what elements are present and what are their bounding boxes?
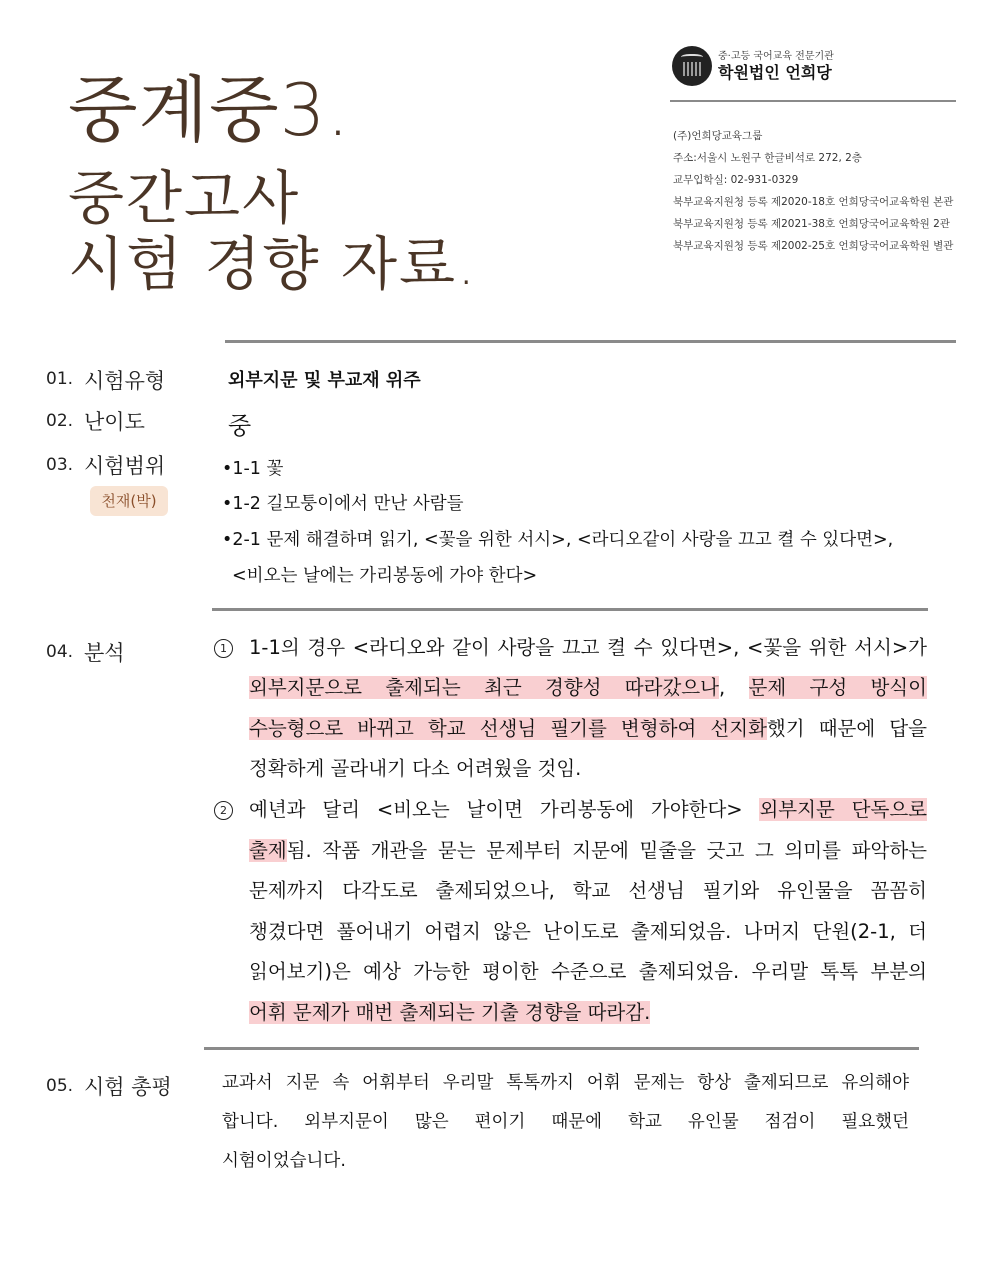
page-subtitle bbox=[68, 165, 477, 297]
academy-seal-icon bbox=[672, 46, 712, 86]
exam-type-value: 외부지문 및 부교재 위주 bbox=[228, 370, 421, 391]
contact-phone: 교무입학실: 02-931-0329 bbox=[673, 174, 799, 186]
highlight: 출제 bbox=[249, 839, 287, 862]
analysis-p1-line3: 수능형으로 바뀌고 학교 선생님 필기를 변형하여 선지화했기 때문에 답을 bbox=[249, 717, 927, 740]
section-05-label: 시험 총평 bbox=[84, 1075, 172, 1099]
section-02-label: 난이도 bbox=[84, 410, 145, 434]
scope-item-2: •1-2 길모퉁이에서 만난 사람들 bbox=[222, 494, 464, 514]
analysis-p2-line6 bbox=[249, 998, 927, 1028]
analysis-p1-line1: 1-1의 경우 <라디오와 같이 사랑을 끄고 켤 수 있다면>, <꽃을 위한 서시>가 bbox=[249, 636, 927, 659]
bullet: • bbox=[222, 459, 233, 479]
highlight: 수능형으로 바뀌고 학교 선생님 필기를 변형하여 선지화 bbox=[249, 717, 767, 740]
analysis-p2-line1: 예년과 달리 <비오는 날이면 가리봉동에 가야한다> 외부지문 단독으로 bbox=[249, 798, 927, 821]
scope-divider bbox=[212, 608, 928, 611]
textbook-badge: 천재(박) bbox=[90, 486, 168, 516]
analysis-p2-line2: 출제됨. 작품 개관을 묻는 문제부터 지문에 밑줄을 긋고 그 의미를 파악하는 bbox=[249, 839, 927, 862]
section-04-number: 04. bbox=[46, 642, 74, 662]
bullet: • bbox=[222, 494, 233, 514]
analysis-p1-line2: 외부지문으로 출제되는 최근 경향성 따라갔으나, 문제 구성 방식이 bbox=[249, 676, 927, 699]
section-01-label: 시험유형 bbox=[84, 369, 166, 393]
highlight: 외부지문 단독으로 bbox=[759, 798, 927, 821]
contact-registration-annex: 북부교육지원청 등록 제2002-25호 언희당국어교육학원 별관 bbox=[673, 240, 954, 252]
section-03-label: 시험범위 bbox=[84, 454, 166, 478]
analysis-marker-2: 2 bbox=[214, 801, 233, 820]
scope-item-1: •1-1 꽃 bbox=[222, 459, 284, 479]
difficulty-value: 중 bbox=[228, 412, 252, 440]
subtitle-line-2: 시험 경향 자료. bbox=[68, 230, 478, 298]
section-05-number: 05. bbox=[46, 1076, 74, 1096]
analysis-p1-line4: 정확하게 골라내기 다소 어려웠을 것임. bbox=[249, 757, 582, 780]
section-01-number: 01. bbox=[46, 369, 74, 389]
section-02-number: 02. bbox=[46, 411, 74, 431]
bullet: • bbox=[222, 530, 233, 550]
analysis-p2-line3: 문제까지 다각도로 출제되었으나, 학교 선생님 필기와 유인물을 꼼꼼히 bbox=[249, 879, 927, 902]
logo-name: 학원법인 언희당 bbox=[718, 63, 832, 82]
summary-line3: 시험이었습니다. bbox=[222, 1151, 346, 1171]
logo-subtitle: 중·고등 국어교육 전문기관 bbox=[718, 51, 834, 62]
analysis-divider bbox=[204, 1047, 919, 1050]
highlight: 문제 구성 방식이 bbox=[748, 676, 927, 699]
highlight: 외부지문으로 출제되는 최근 경향성 따라갔으나 bbox=[249, 676, 719, 699]
analysis-marker-1: 1 bbox=[214, 639, 233, 658]
contact-registration-2: 북부교육지원청 등록 제2021-38호 언희당국어교육학원 2관 bbox=[673, 218, 950, 230]
summary-line2: 합니다. 외부지문이 많은 편이기 때문에 학교 유인물 점검이 필요했던 bbox=[222, 1112, 909, 1132]
contact-company: (주)언희당교육그룹 bbox=[673, 130, 763, 142]
summary-line1: 교과서 지문 속 어휘부터 우리말 톡톡까지 어휘 문제는 항상 출제되므로 유의해야 bbox=[222, 1073, 909, 1093]
scope-item-3-continued: <비오는 날에는 가리봉동에 가야 한다> bbox=[232, 566, 538, 586]
highlight: 어휘 문제가 매번 출제되는 기출 경향을 따라감. bbox=[249, 1001, 651, 1024]
academy-logo bbox=[672, 46, 962, 90]
header-divider bbox=[225, 340, 956, 343]
page-title: 중계중3. bbox=[68, 68, 351, 152]
logo-divider bbox=[670, 100, 956, 102]
analysis-p2-line4: 챙겼다면 풀어내기 어렵지 않은 난이도로 출제되었음. 나머지 단원(2-1, 더 bbox=[249, 920, 927, 943]
contact-registration-main: 북부교육지원청 등록 제2020-18호 언희당국어교육학원 본관 bbox=[673, 196, 954, 208]
analysis-p2-line5: 읽어보기)은 예상 가능한 평이한 수준으로 출제되었음. 우리말 톡톡 부분의 bbox=[249, 960, 927, 983]
contact-address: 주소:서울시 노원구 한글비석로 272, 2층 bbox=[673, 152, 862, 164]
section-04-label: 분석 bbox=[84, 641, 125, 665]
section-03-number: 03. bbox=[46, 455, 74, 475]
scope-item-3: •2-1 문제 해결하며 읽기, <꽃을 위한 서시>, <라디오같이 사랑을 끄고 켤 수 있다면>, bbox=[222, 530, 894, 550]
subtitle-line-1: 중간고사 bbox=[68, 164, 301, 232]
